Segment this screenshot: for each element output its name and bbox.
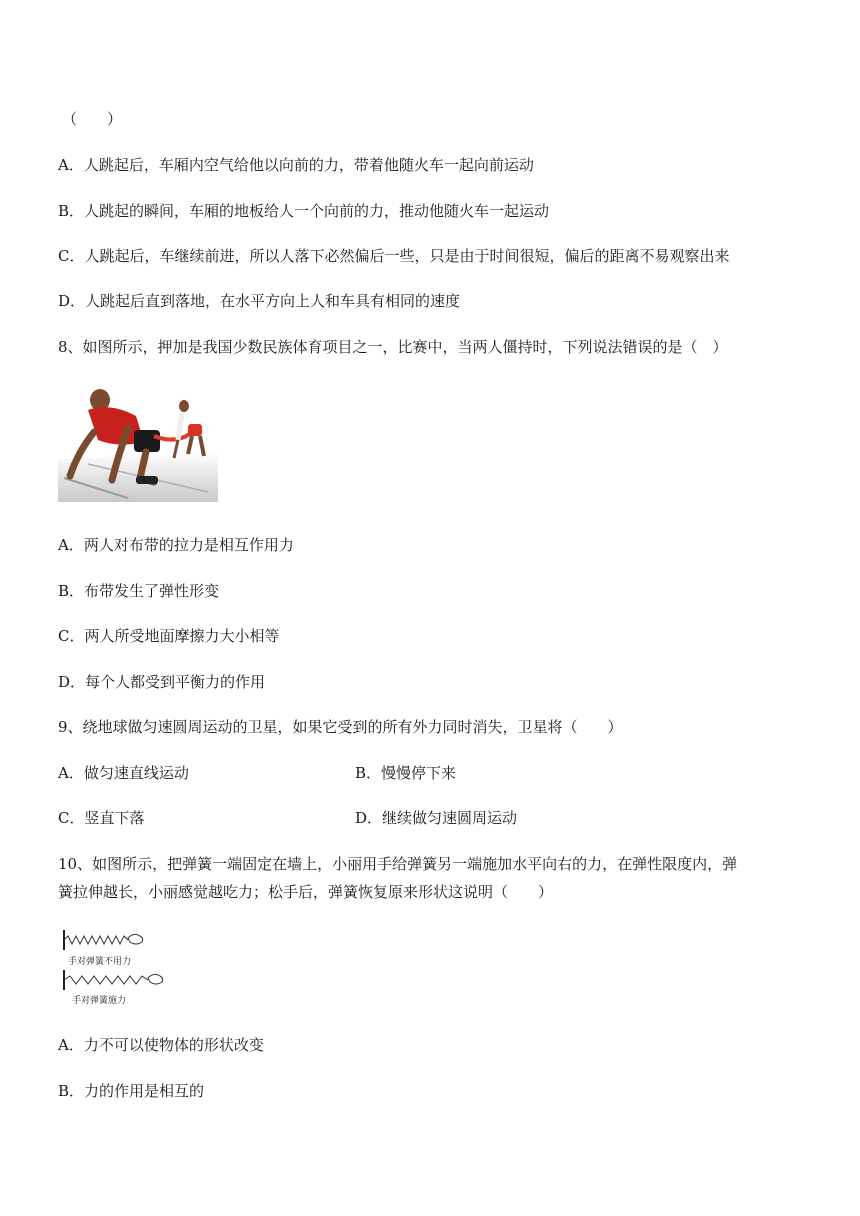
q8-stem: 8、如图所示，押加是我国少数民族体育项目之一，比赛中，当两人僵持时，下列说法错误的是（ ）: [58, 338, 728, 356]
q9-stem: 9、绕地球做匀速圆周运动的卫星，如果它受到的所有外力同时消失，卫星将（ ）: [58, 718, 623, 736]
q7-option-b: B．人跳起的瞬间，车厢的地板给人一个向前的力，推动他随火车一起运动: [58, 202, 550, 220]
spring-caption-bottom: 手对弹簧施力: [72, 996, 127, 1006]
q7-answer-blank: （ ）: [62, 110, 123, 128]
q7-option-d: D．人跳起后直到落地，在水平方向上人和车具有相同的速度: [58, 292, 461, 310]
q10-option-a: A．力不可以使物体的形状改变: [58, 1036, 264, 1054]
q8-option-b: B．布带发生了弹性形变: [58, 582, 220, 600]
q8-option-d: D．每个人都受到平衡力的作用: [58, 673, 266, 691]
q10-stem-line2: 簧拉伸越长，小丽感觉越吃力；松手后，弹簧恢复原来形状这说明（ ）: [58, 883, 554, 901]
q9-option-d: D．继续做匀速圆周运动: [355, 809, 518, 827]
spring-figure: [60, 928, 170, 1006]
tug-of-war-photo: [58, 382, 218, 502]
q9-option-b: B．慢慢停下来: [355, 764, 457, 782]
q10-option-b: B．力的作用是相互的: [58, 1082, 205, 1100]
q8-option-c: C．两人所受地面摩擦力大小相等: [58, 627, 280, 645]
q7-option-a: A．人跳起后，车厢内空气给他以向前的力，带着他随火车一起向前运动: [58, 156, 534, 174]
q9-option-a: A．做匀速直线运动: [58, 764, 189, 782]
q7-option-c: C．人跳起后，车继续前进，所以人落下必然偏后一些，只是由于时间很短，偏后的距离不易观察出来: [58, 247, 730, 265]
q10-stem-line1: 10、如图所示，把弹簧一端固定在墙上，小丽用手给弹簧另一端施加水平向右的力，在弹性限度内，弹: [58, 855, 738, 873]
q8-option-a: A．两人对布带的拉力是相互作用力: [58, 536, 294, 554]
q9-option-c: C．竖直下落: [58, 809, 145, 827]
spring-caption-top: 手对弹簧不用力: [68, 957, 132, 967]
